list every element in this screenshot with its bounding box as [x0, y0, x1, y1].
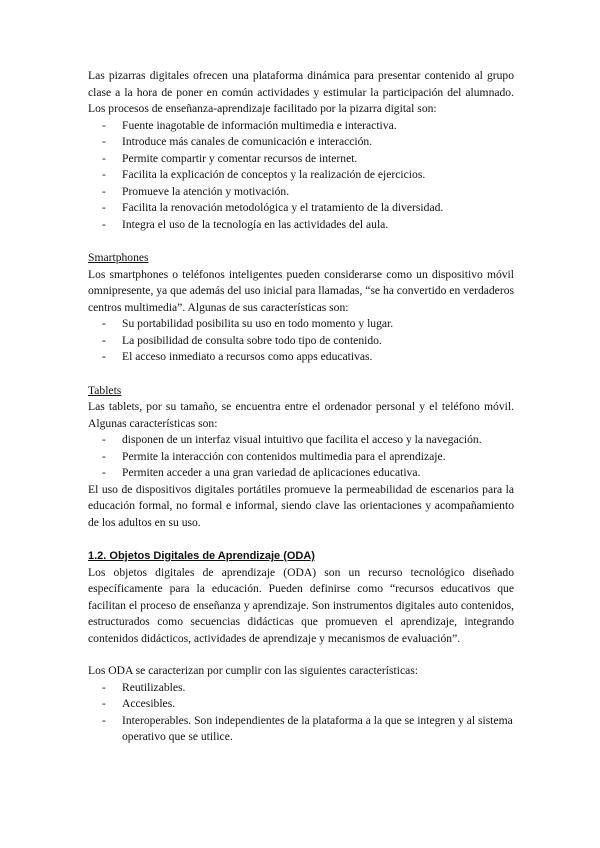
tablets-list [88, 432, 514, 482]
intro-list [88, 118, 514, 234]
tablets-paragraph: Las tablets, por su tamaño, se encuentra entre el ordenador personal y el teléfono móvil. Algunas características son: [88, 400, 514, 430]
list-item: - Accesibles. [88, 696, 514, 713]
list-item: - Facilita la explicación de conceptos y la realización de ejercicios. [88, 167, 514, 184]
smartphones-list [88, 316, 514, 366]
oda-paragraph: Los objetos digitales de aprendizaje (ODA) son un recurso tecnológico diseñado específicamente para la educación. Pueden definirse como “recursos educativos que facilitan el proceso de enseñanza y aprendizaje. Son instrumentos digitales auto contenidos, estructurados como secuencias didácticas que promueven el aprendizaje, integrando contenidos didácticos, actividades de aprendizaje y mecanismos de evaluación”. [88, 565, 514, 645]
list-item: - Fuente inagotable de información multimedia e interactiva. [88, 118, 514, 135]
list-item: - Interoperables. Son independientes de la plataforma a la que se integren y al sistema operativo que se utilice. [88, 713, 514, 746]
list-item: - disponen de un interfaz visual intuitivo que facilita el acceso y la navegación. [88, 432, 514, 449]
list-item: - Su portabilidad posibilita su uso en todo momento y lugar. [88, 316, 514, 333]
oda-heading: 1.2. Objetos Digitales de Aprendizaje (ODA) [88, 550, 315, 562]
list-item: - Promueve la atención y motivación. [88, 184, 514, 201]
list-item: - La posibilidad de consulta sobre todo tipo de contenido. [88, 333, 514, 350]
list-item: - Reutilizables. [88, 680, 514, 697]
list-item: - Integra el uso de la tecnología en las actividades del aula. [88, 217, 514, 234]
smartphones-heading: Smartphones [88, 251, 149, 264]
tablets-closing: El uso de dispositivos digitales portátiles promueve la permeabilidad de escenarios para la educación formal, no formal e informal, siendo clave las orientaciones y acompañamiento de los adultos en su uso. [88, 482, 514, 529]
oda-list [88, 680, 514, 746]
list-item: - Introduce más canales de comunicación e interacción. [88, 134, 514, 151]
tablets-heading: Tablets [88, 383, 122, 397]
oda-lead: Los ODA se caracterizan por cumplir con las siguientes características: [88, 664, 418, 677]
list-item: - Permite la interacción con contenidos multimedia para el aprendizaje. [88, 449, 514, 466]
list-item: - El acceso inmediato a recursos como apps educativas. [88, 349, 514, 366]
list-item: - Permiten acceder a una gran variedad de aplicaciones educativa. [88, 465, 514, 482]
list-item: - Permite compartir y comentar recursos de internet. [88, 151, 514, 168]
intro-paragraph: Las pizarras digitales ofrecen una plataforma dinámica para presentar contenido al grupo clase a la hora de poner en común actividades y estimular la participación del alumnado. Los procesos de enseñanza-aprendizaje facilitado por la pizarra digital son: [88, 69, 514, 115]
smartphones-paragraph: Los smartphones o teléfonos inteligentes pueden considerarse como un dispositivo móvil omnipresente, ya que además del uso inicial para llamadas, “se ha convertido en verdaderos centros multimedia”. Algunas de sus características son: [88, 267, 514, 314]
document-page [88, 68, 514, 746]
list-item: - Facilita la renovación metodológica y el tratamiento de la diversidad. [88, 200, 514, 217]
